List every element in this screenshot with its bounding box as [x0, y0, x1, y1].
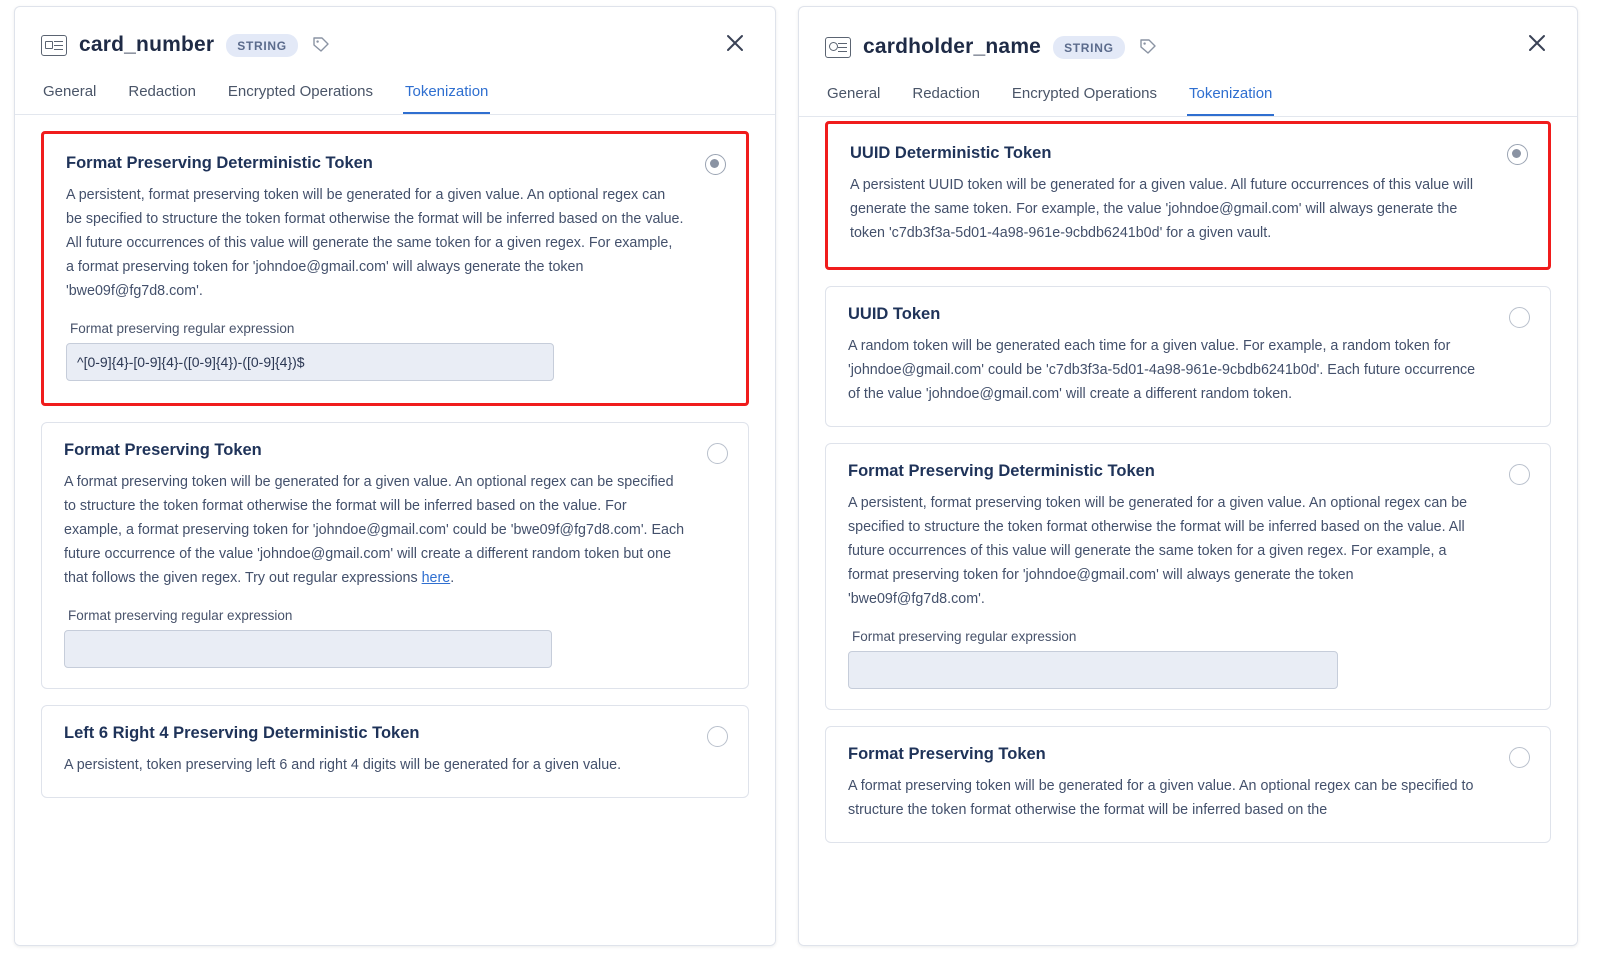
tab-redaction[interactable]: Redaction: [912, 85, 980, 102]
radio-left6-right4-deterministic-token[interactable]: [707, 726, 728, 747]
status-badge: STRING: [226, 34, 298, 57]
tab-tokenization[interactable]: Tokenization: [403, 79, 490, 114]
regex-input[interactable]: [64, 630, 552, 668]
option-description: A persistent, format preserving token will be generated for a given value. An optional regex can be specified to structure the token format otherwise the format will be inferred based on the value. All future occurrences of this value will generate the same token for a given regex. For example, a format preserving token for 'johndoe@gmail.com' will always generate the token 'bwe09f@fg7d8.com'.: [848, 495, 1468, 608]
option-description-text: A format preserving token will be generated for a given value. An optional regex can be specified to structure the token format otherwise the format will be inferred based on the value. For example, a format preserving token for 'johndoe@gmail.com' could be 'bwe09f@fg7d8.com'. Each future occurrence of the value 'johndoe@gmail.com' will create a different random token but one that follows the given regex. Try out regular expressions: [64, 474, 685, 587]
option-title: Format Preserving Deterministic Token: [848, 462, 1155, 481]
tokenization-options-list: [799, 117, 1577, 945]
option-description: A persistent UUID token will be generated for a given value. All future occurrences of this value will generate the same token. For example, the value 'johndoe@gmail.com' will always generate the token 'c7db3f3a-5d01-4a98-961e-9cbdb6241b0d' for a given vault.: [850, 177, 1474, 242]
card-field-icon: [41, 35, 67, 56]
option-description: [64, 470, 726, 590]
option-description: A persistent, format preserving token will be generated for a given value. An optional regex can be specified to structure the token format otherwise the format will be inferred based on the value. All future occurrences of this value will generate the same token for a given regex. For example, a format preserving token for 'johndoe@gmail.com' will always generate the token 'bwe09f@fg7d8.com'.: [66, 187, 684, 300]
tag-icon[interactable]: [312, 36, 330, 54]
option-description-tail: .: [450, 570, 455, 587]
regex-input[interactable]: [66, 343, 554, 381]
option-format-preserving-deterministic-token[interactable]: [825, 443, 1551, 710]
option-title: Left 6 Right 4 Preserving Deterministic Token: [64, 724, 420, 743]
regex-input-label: Format preserving regular expression: [70, 321, 295, 337]
tab-encrypted-operations[interactable]: Encrypted Operations: [227, 83, 373, 100]
regex-input-label: Format preserving regular expression: [852, 629, 1077, 645]
tab-tokenization[interactable]: Tokenization: [1187, 81, 1274, 116]
radio-format-preserving-token[interactable]: [1509, 747, 1530, 768]
tab-bar: [799, 81, 1577, 117]
tokenization-options-list: [15, 115, 775, 945]
tab-redaction[interactable]: Redaction: [128, 83, 196, 100]
close-icon[interactable]: [1523, 29, 1551, 57]
radio-uuid-deterministic-token[interactable]: [1507, 144, 1528, 165]
option-description: A format preserving token will be generated for a given value. An optional regex can be specified to structure the token format otherwise the format will be inferred based on the: [848, 778, 1474, 819]
regex-help-link[interactable]: here: [421, 570, 451, 587]
status-badge: STRING: [1053, 36, 1125, 59]
panel-header: [15, 7, 775, 57]
radio-format-preserving-token[interactable]: [707, 443, 728, 464]
page-title: cardholder_name: [863, 35, 1042, 58]
field-panel-cardholder-name: [798, 6, 1578, 946]
option-format-preserving-token[interactable]: [41, 422, 749, 689]
option-title: UUID Deterministic Token: [850, 144, 1052, 162]
radio-format-preserving-deterministic-token[interactable]: [705, 154, 726, 175]
option-title: Format Preserving Deterministic Token: [66, 154, 373, 172]
option-format-preserving-deterministic-token[interactable]: [41, 131, 749, 406]
option-title: Format Preserving Token: [64, 441, 262, 460]
field-panel-card-number: [14, 6, 776, 946]
radio-format-preserving-deterministic-token[interactable]: [1509, 464, 1530, 485]
contact-field-icon: [825, 37, 851, 58]
option-description: A persistent, token preserving left 6 and right 4 digits will be generated for a given value.: [64, 757, 622, 774]
regex-input[interactable]: [848, 651, 1338, 689]
option-format-preserving-token[interactable]: [825, 726, 1551, 843]
close-icon[interactable]: [721, 29, 749, 57]
tab-general[interactable]: General: [43, 83, 97, 100]
radio-uuid-token[interactable]: [1509, 307, 1530, 328]
regex-input-label: Format preserving regular expression: [68, 608, 293, 624]
option-uuid-token[interactable]: [825, 286, 1551, 427]
option-title: UUID Token: [848, 305, 941, 324]
option-uuid-deterministic-token[interactable]: [825, 121, 1551, 270]
tab-general[interactable]: General: [827, 85, 881, 102]
option-title: Format Preserving Token: [848, 745, 1046, 764]
tab-bar: [15, 79, 775, 115]
option-left6-right4-deterministic-token[interactable]: [41, 705, 749, 798]
tag-icon[interactable]: [1139, 38, 1157, 56]
page-title: card_number: [79, 33, 215, 56]
option-description: A random token will be generated each time for a given value. For example, a random token for 'johndoe@gmail.com' could be 'c7db3f3a-5d01-4a98-961e-9cbdb6241b0d'. Each future occurrence of the value 'johndoe@gmail.com' will create a different random token.: [848, 338, 1476, 403]
tab-encrypted-operations[interactable]: Encrypted Operations: [1011, 85, 1157, 102]
panel-header: [799, 7, 1577, 59]
